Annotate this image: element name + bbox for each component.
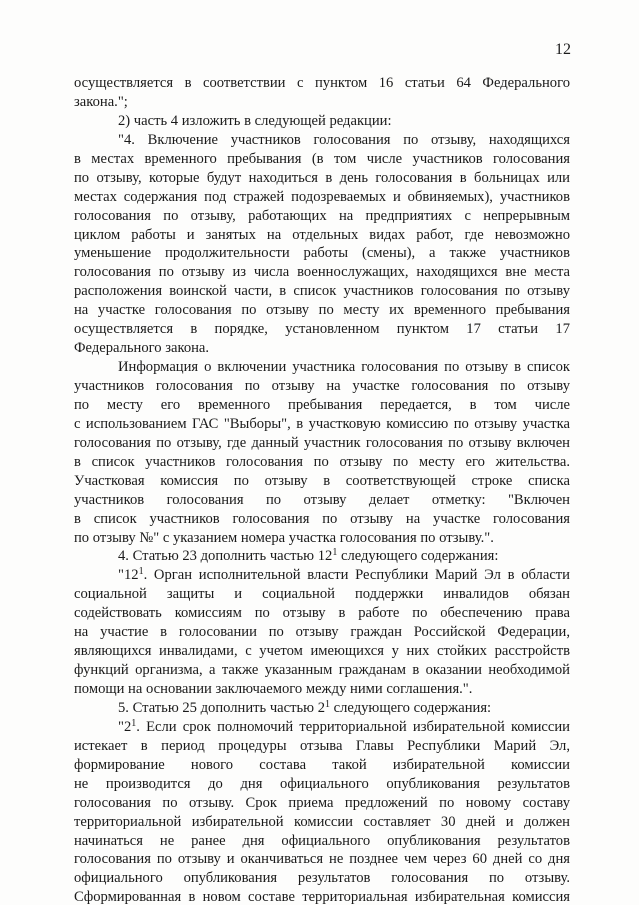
text-line: голосования по отзыву и оканчиваться не позднее чем через 60 дней со дня bbox=[74, 851, 570, 868]
text-line: "$2^1$. Если срок полномочий территориальной избирательной комиссии bbox=[118, 717, 570, 735]
text-line: в список участников голосования по отзыву по месту его жительства. bbox=[74, 453, 570, 470]
text-line: уменьшение продолжительности работы (смены), а также участников bbox=[74, 245, 570, 262]
text-line: территориальной избирательной комиссии составляет 30 дней и должен bbox=[74, 813, 570, 830]
text-line: осуществляется в порядке, установленном пунктом 17 статьи 17 bbox=[74, 321, 570, 338]
text-line: голосования по отзыву, где данный участник голосования по отзыву включен bbox=[74, 434, 570, 451]
text-line: циклом работы и занятых на отдельных видах работ, где невозможно bbox=[74, 226, 570, 243]
text-line: осуществляется в соответствии с пунктом 16 статьи 64 Федерального bbox=[74, 75, 570, 91]
text-line: 4. Статью 23 дополнить частью $12^1$ следующего содержания: bbox=[118, 547, 499, 565]
text-line: "$12^1$. Орган исполнительной власти Республики Марий Эл в области bbox=[118, 566, 570, 584]
text-line: Информация о включении участника голосования по отзыву в список bbox=[118, 359, 570, 376]
text-line: не производится до дня официального опубликования результатов bbox=[74, 775, 570, 792]
text-line: Сформированная в новом составе территориальная избирательная комиссия bbox=[74, 889, 570, 906]
text-line: в местах временного пребывания (в том числе участников голосования bbox=[74, 150, 570, 167]
text-line: по отзыву №" с указанием номера участка голосования по отзыву.". bbox=[74, 529, 494, 546]
text-line: 2) часть 4 изложить в следующей редакции: bbox=[118, 112, 392, 129]
text-line: расположения воинской части, в список участников голосования по отзыву bbox=[74, 283, 570, 300]
text-line: помощи на основании заключаемого между ними соглашения.". bbox=[74, 681, 473, 697]
text-line: "4. Включение участников голосования по отзыву, находящихся bbox=[118, 131, 570, 148]
text-line: по отзыву, которые будут находиться в день голосования в больницах или bbox=[74, 169, 570, 186]
text-line: являющихся инвалидами, с учетом имеющихся у них стойких расстройств bbox=[74, 643, 570, 660]
text-line: социальной защиты и социальной поддержки инвалидов обязан bbox=[74, 586, 570, 603]
text-line: голосования по отзыву из числа военнослужащих, находящихся вне места bbox=[74, 264, 570, 281]
text-line: истекает в период процедуры отзыва Главы Республики Марий Эл, bbox=[74, 737, 570, 754]
text-line: местах содержания под стражей подозреваемых и обвиняемых), участников bbox=[74, 188, 570, 205]
text-line: с использованием ГАС "Выборы", в участковую комиссию по отзыву участка bbox=[74, 415, 570, 432]
text-line: начинаться не ранее дня официального опубликования результатов bbox=[74, 832, 570, 849]
text-line: Федерального закона. bbox=[74, 340, 210, 357]
text-line: голосования по отзыву, работающих на предприятиях с непрерывным bbox=[74, 207, 570, 224]
text-line: Участковая комиссия по отзыву в соответствующей строке списка bbox=[74, 472, 570, 489]
text-line: официального опубликования результатов голосования по отзыву. bbox=[74, 870, 570, 887]
text-line: по месту его временного пребывания передается, в том числе bbox=[74, 396, 570, 413]
text-line: в список участников голосования по отзыву на участке голосования bbox=[74, 510, 570, 527]
text-line: на участке голосования по отзыву по месту их временного пребывания bbox=[74, 302, 570, 319]
document-body bbox=[74, 74, 570, 907]
text-line: 5. Статью 25 дополнить частью $2^1$ следующего содержания: bbox=[118, 698, 492, 716]
text-line: формирование нового состава такой избирательной комиссии bbox=[74, 756, 570, 773]
text-line: функций организма, а также указанным гражданам в оказании необходимой bbox=[74, 662, 570, 679]
page-number: 12 bbox=[555, 41, 571, 58]
text-line: участников голосования по отзыву делает отметку: "Включен bbox=[74, 491, 570, 508]
text-line: голосования по отзыву. Срок приема предложений по новому составу bbox=[74, 794, 570, 811]
text-line: на участие в голосовании по отзыву граждан Российской Федерации, bbox=[74, 624, 570, 641]
text-line: закона."; bbox=[74, 93, 128, 110]
text-line: участников голосования по отзыву на участке голосования по отзыву bbox=[74, 378, 570, 394]
text-line: содействовать комиссиям по отзыву в работе по обеспечению права bbox=[74, 605, 570, 622]
